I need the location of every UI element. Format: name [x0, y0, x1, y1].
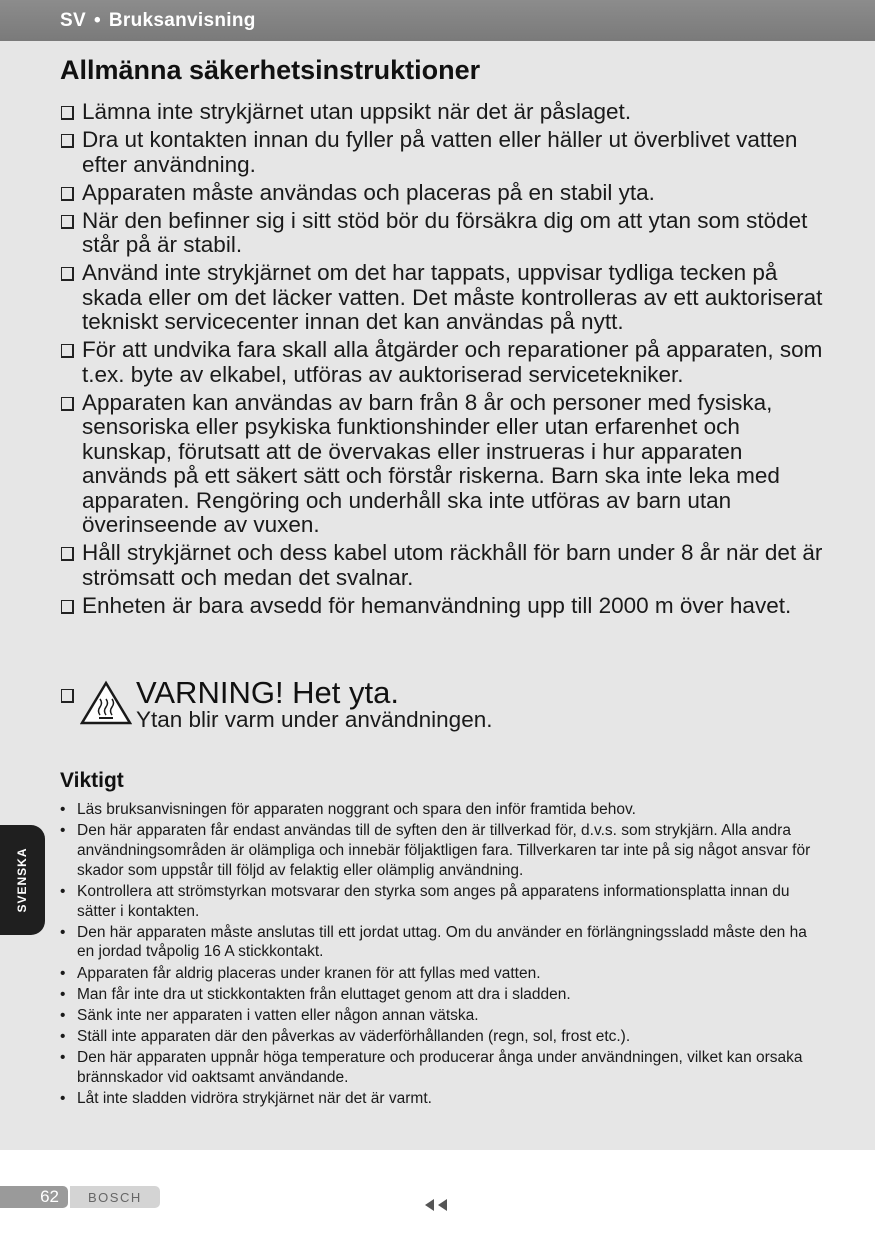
- important-item: [60, 985, 820, 1005]
- safety-item-text: Lämna inte strykjärnet utan uppsikt när det är påslaget.: [82, 99, 632, 124]
- header-title: Bruksanvisning: [108, 10, 256, 31]
- safety-item: [60, 261, 830, 335]
- important-item: [60, 821, 820, 880]
- important-item-text: Ställ inte apparaten där den påverkas av väderförhållanden (regn, sol, frost etc.).: [77, 1028, 631, 1046]
- page-number: 62: [0, 1186, 68, 1208]
- back-arrow-icon[interactable]: [423, 1198, 449, 1212]
- language-side-tab: [0, 825, 45, 935]
- safety-item: [60, 541, 830, 590]
- important-item-text: Den här apparaten uppnår höga temperature och producerar ånga under användningen, vilket kan orsaka brännskador vid oaktsamt användande.: [77, 1049, 803, 1087]
- warning-block: [60, 676, 830, 736]
- important-item: [60, 882, 820, 921]
- bullet: •: [60, 801, 66, 818]
- safety-item-text: Dra ut kontakten innan du fyller på vatten eller häller ut överblivet vatten efter användning.: [82, 127, 798, 177]
- important-item-text: Kontrollera att strömstyrkan motsvarar den styrka som anges på apparatens informationsplatta innan du sätter i kontakten.: [77, 882, 790, 920]
- important-item: [60, 1048, 820, 1087]
- safety-item: [60, 181, 830, 206]
- checkbox-icon: [61, 689, 74, 703]
- header-bar: [0, 0, 875, 41]
- important-item: [60, 1006, 820, 1026]
- header-separator: •: [93, 10, 101, 31]
- checkbox-icon: [61, 397, 74, 411]
- safety-list: [60, 100, 830, 622]
- checkbox-icon: [61, 600, 74, 614]
- safety-item-text: Håll strykjärnet och dess kabel utom räckhåll för barn under 8 år när det är strömsatt och medan det svalnar.: [82, 540, 823, 590]
- important-list: [60, 800, 820, 1111]
- checkbox-icon: [61, 547, 74, 561]
- safety-item-text: Använd inte strykjärnet om det har tappats, uppvisar tydliga tecken på skada eller om det läcker vatten. Det måste kontrolleras av ett auktoriserat tekniskt servicecenter innan det kan användas på nytt.: [82, 260, 823, 334]
- bullet: •: [60, 1090, 66, 1108]
- safety-item-text: Enheten är bara avsedd för hemanvändning upp till 2000 m över havet.: [82, 592, 792, 618]
- bullet: •: [60, 923, 66, 941]
- checkbox-icon: [61, 134, 74, 148]
- page-title: Allmänna säkerhetsinstruktioner: [60, 55, 481, 85]
- important-item: [60, 964, 820, 984]
- safety-item: [60, 209, 830, 258]
- checkbox-icon: [61, 344, 74, 358]
- warning-text: Ytan blir varm under användningen.: [136, 707, 493, 732]
- important-item-text: Sänk inte ner apparaten i vatten eller någon annan vätska.: [77, 1007, 479, 1025]
- bullet: •: [60, 1049, 66, 1067]
- important-item: [60, 1089, 820, 1109]
- bullet: •: [60, 882, 66, 900]
- bullet: •: [60, 985, 66, 1003]
- checkbox-icon: [61, 267, 74, 281]
- safety-item: [60, 128, 830, 177]
- header-lang: SV: [60, 10, 86, 31]
- safety-item: [60, 391, 830, 538]
- bullet: •: [60, 822, 66, 840]
- checkbox-icon: [61, 106, 74, 120]
- important-item-text: Den här apparaten måste anslutas till ett jordat uttag. Om du använder en förlängningssladd måste den ha en jordad tvåpolig 16 A stickkontakt.: [77, 923, 807, 961]
- safety-item: [60, 338, 830, 387]
- important-item: [60, 923, 820, 962]
- important-heading: Viktigt: [60, 769, 124, 792]
- important-item: [60, 800, 820, 820]
- checkbox-icon: [61, 187, 74, 201]
- brand-label: BOSCH: [70, 1186, 160, 1208]
- checkbox-icon: [61, 215, 74, 229]
- important-item-text: Apparaten får aldrig placeras under kranen för att fyllas med vatten.: [77, 964, 541, 982]
- hot-surface-warning-icon: [80, 680, 132, 726]
- warning-title: VARNING! Het yta.: [136, 675, 399, 710]
- safety-item-text: När den befinner sig i sitt stöd bör du försäkra dig om att ytan som stödet står på är stabil.: [82, 207, 808, 257]
- language-tab-label: SVENSKA: [15, 847, 29, 913]
- bullet: •: [60, 964, 66, 982]
- safety-item-text: Apparaten kan användas av barn från 8 år och personer med fysiska, sensoriska eller psykiska funktionshinder eller utan erfarenhet och kunskap, förutsatt att de övervakas eller instrueras i hur apparaten används på ett säkert sätt och förstår riskerna. Barn ska inte leka med apparaten. Rengöring och underhåll ska inte utföras av barn utan överinseende av vuxen.: [82, 389, 780, 537]
- safety-item: [60, 100, 830, 125]
- important-item-text: Läs bruksanvisningen för apparaten noggrant och spara den inför framtida behov.: [77, 801, 636, 818]
- safety-item-text: För att undvika fara skall alla åtgärder och reparationer på apparaten, som t.ex. byte av elkabel, utföras av auktoriserad servicetekniker.: [82, 337, 823, 387]
- safety-item-text: Apparaten måste användas och placeras på en stabil yta.: [82, 179, 655, 205]
- important-item-text: Den här apparaten får endast användas till de syften den är tillverkad för, d.v.s. som strykjärn. Alla andra användningsområden är olämpliga och innebär följaktligen fara. Tillverkaren tar inte på sig något ansvar för skador som uppstår till följd av felaktig eller olämplig användning.: [77, 822, 811, 879]
- bullet: •: [60, 1028, 66, 1046]
- important-item-text: Låt inte sladden vidröra strykjärnet när det är varmt.: [77, 1090, 432, 1108]
- important-item: [60, 1027, 820, 1047]
- bullet: •: [60, 1007, 66, 1025]
- important-item-text: Man får inte dra ut stickkontakten från eluttaget genom att dra i sladden.: [77, 985, 571, 1003]
- safety-item: [60, 594, 830, 619]
